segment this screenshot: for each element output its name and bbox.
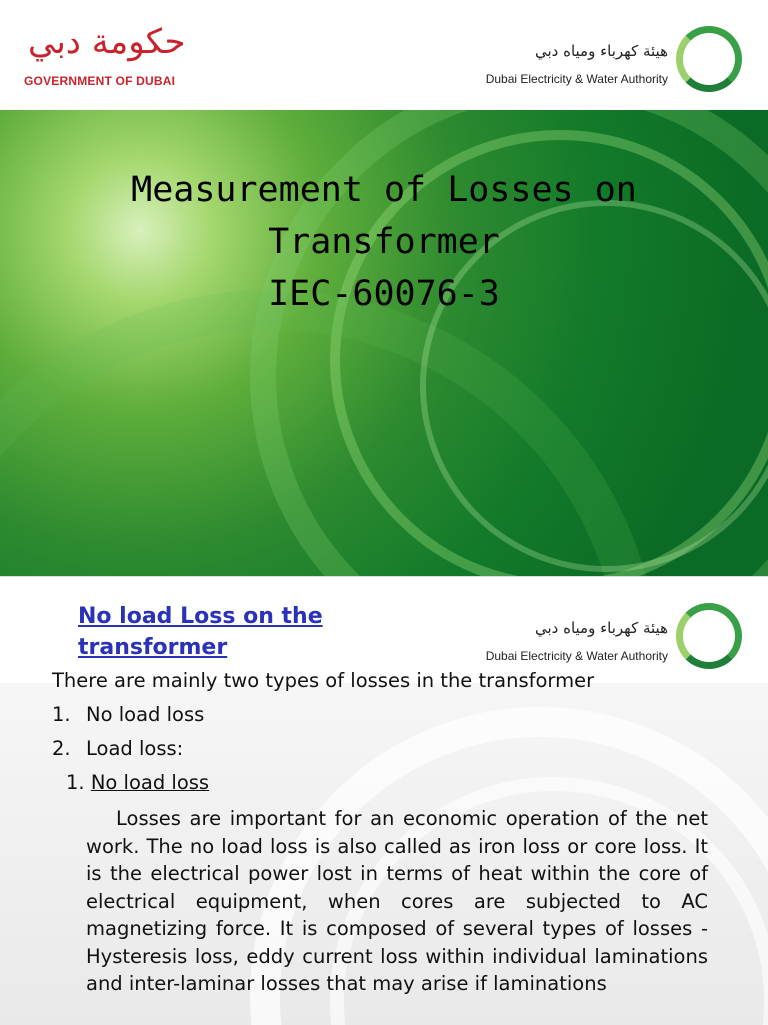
sub-list-item [66, 771, 209, 794]
government-of-dubai-logo [24, 18, 186, 94]
list-item [52, 703, 204, 726]
sub-list-text: No load loss [90, 771, 210, 794]
list-item [52, 737, 183, 760]
sub-list-number: 1. [66, 771, 85, 794]
heading-line: transformer [78, 635, 228, 660]
dewa-logo-arabic: هيئة كهرباء ومياه دبي [534, 42, 668, 60]
slide-title [60, 164, 708, 320]
title-line: Measurement of Losses on [131, 170, 637, 210]
body-paragraph: Losses are important for an economic operation of the net work. The no load loss is also called as iron loss or core loss. It is the electrical power lost in terms of heat within the core of electrical equipment, when cores are subjected to AC magnetizing force. It is composed of several types of losses - Hysteresis loss, eddy current loss within individual laminations and inter-laminar losses that may arise if laminations [86, 807, 708, 995]
heading-line: No load Loss on the [78, 604, 323, 629]
list-text: No load loss [86, 703, 205, 726]
dewa-logo-english: Dubai Electricity & Water Authority [485, 72, 668, 86]
content-slide [0, 576, 768, 1025]
dewa-logo-english: Dubai Electricity & Water Authority [485, 649, 668, 663]
gov-logo-arabic: حكومة دبي [28, 22, 186, 62]
slide-header [0, 0, 768, 111]
dewa-logo-arabic: هيئة كهرباء ومياه دبي [534, 619, 668, 637]
title-line: Transformer [268, 222, 500, 262]
list-number: 1. [52, 703, 71, 726]
dewa-ring-icon [676, 603, 742, 669]
list-number: 2. [52, 737, 71, 760]
dewa-logo [470, 24, 750, 94]
dewa-logo [470, 601, 750, 671]
gov-logo-english: GOVERNMENT OF DUBAI [24, 74, 176, 88]
list-text: Load loss: [86, 737, 184, 760]
slide-heading [78, 601, 323, 663]
title-line: IEC-60076-3 [268, 274, 500, 314]
intro-text: There are mainly two types of losses in the transformer [52, 669, 595, 692]
dewa-ring-icon [676, 26, 742, 92]
